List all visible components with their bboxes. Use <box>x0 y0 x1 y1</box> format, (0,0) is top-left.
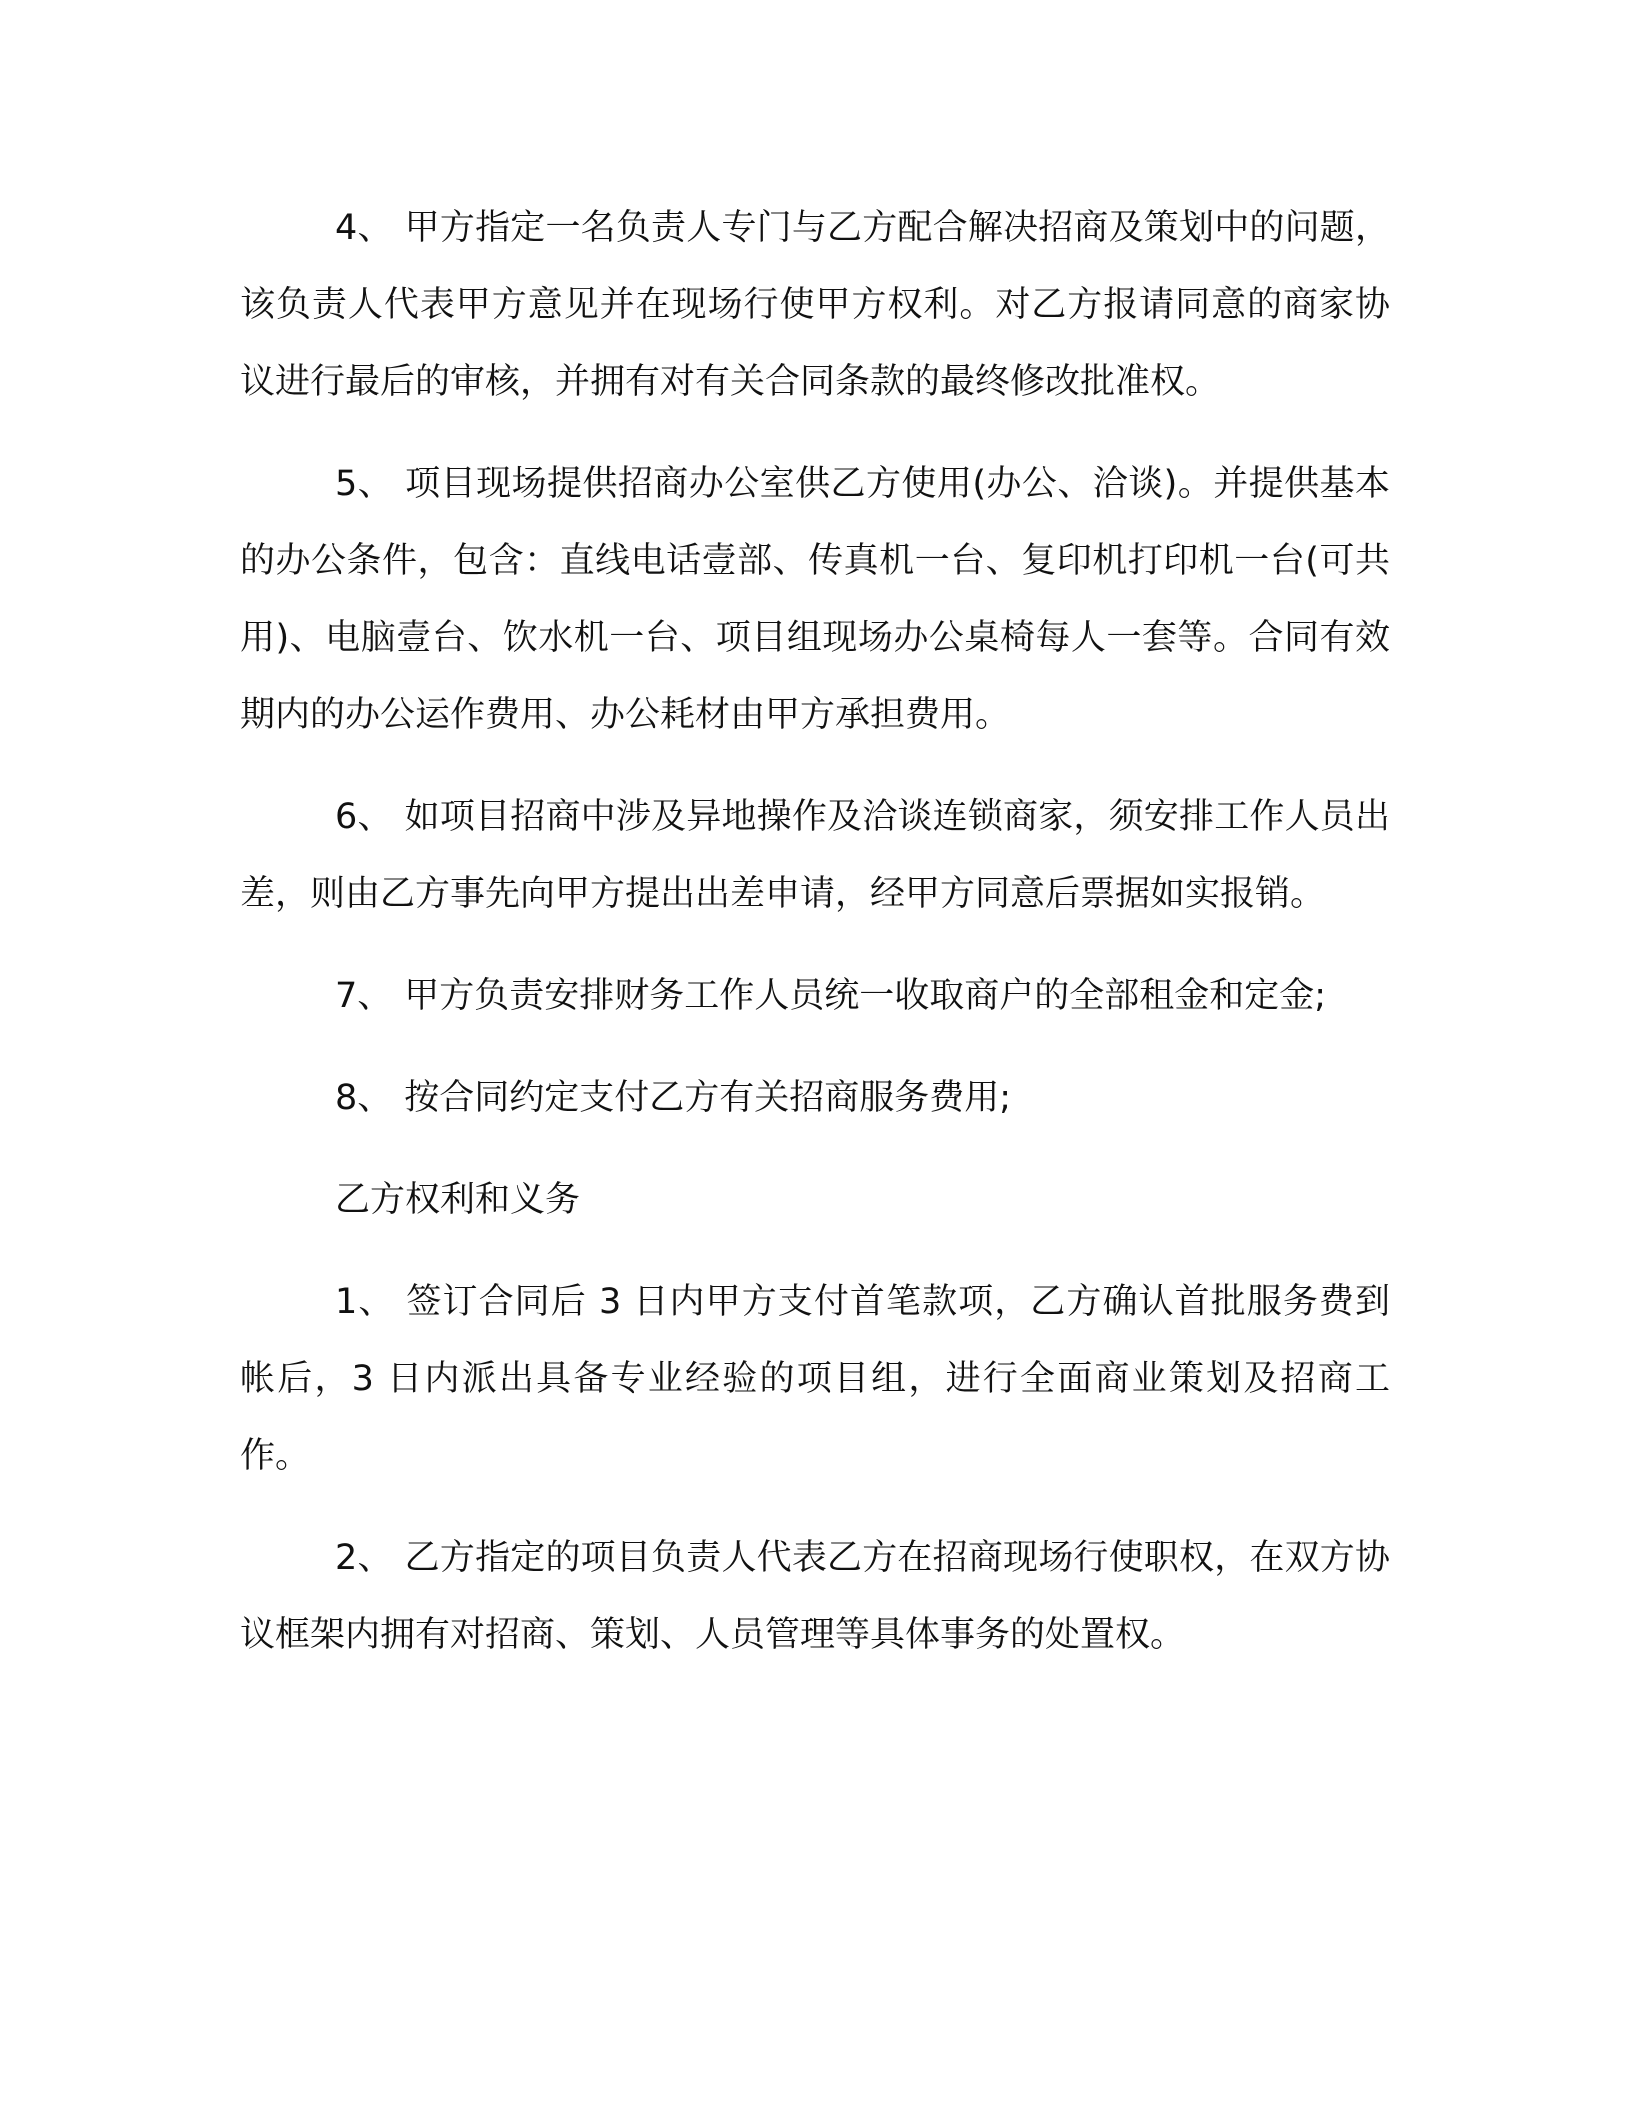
clause-7 <box>240 958 1390 1035</box>
clause-text: 如项目招商中涉及异地操作及洽谈连锁商家，须安排工作人员出差，则由乙方事先向甲方提出出差申请，经甲方同意后票据如实报销。 <box>240 797 1390 914</box>
clause-number: 6、 <box>335 797 393 837</box>
clause-text: 项目现场提供招商办公室供乙方使用(办公、洽谈)。并提供基本的办公条件，包含：直线电话壹部、传真机一台、复印机打印机一台(可共用)、电脑壹台、饮水机一台、项目组现场办公桌椅每人一套等。合同有效期内的办公运作费用、办公耗材由甲方承担费用。 <box>240 464 1390 735</box>
document-body <box>240 190 1390 1699</box>
clause-8 <box>240 1060 1390 1137</box>
clause-text: 甲方负责安排财务工作人员统一收取商户的全部租金和定金; <box>404 976 1327 1016</box>
section-heading: 乙方权利和义务 <box>335 1180 581 1220</box>
clause-6 <box>240 779 1390 933</box>
clause-4 <box>240 190 1390 421</box>
clause-number: 2、 <box>335 1538 393 1578</box>
party-b-clause-2 <box>240 1520 1390 1674</box>
clause-text: 甲方指定一名负责人专门与乙方配合解决招商及策划中的问题，该负责人代表甲方意见并在现场行使甲方权利。对乙方报请同意的商家协议进行最后的审核，并拥有对有关合同条款的最终修改批准权。 <box>240 208 1390 402</box>
clause-number: 4、 <box>335 208 393 248</box>
clause-number: 5、 <box>335 464 394 504</box>
clause-number: 1、 <box>335 1282 395 1322</box>
clause-5 <box>240 446 1390 754</box>
clause-number: 7、 <box>335 976 393 1016</box>
clause-text: 按合同约定支付乙方有关招商服务费用; <box>404 1078 1012 1118</box>
party-b-clause-1 <box>240 1264 1390 1495</box>
clause-text: 乙方指定的项目负责人代表乙方在招商现场行使职权，在双方协议框架内拥有对招商、策划、人员管理等具体事务的处置权。 <box>240 1538 1390 1655</box>
clause-number: 8、 <box>335 1078 393 1118</box>
clause-text: 签订合同后 3 日内甲方支付首笔款项，乙方确认首批服务费到帐后，3 日内派出具备专业经验的项目组，进行全面商业策划及招商工作。 <box>240 1282 1390 1476</box>
